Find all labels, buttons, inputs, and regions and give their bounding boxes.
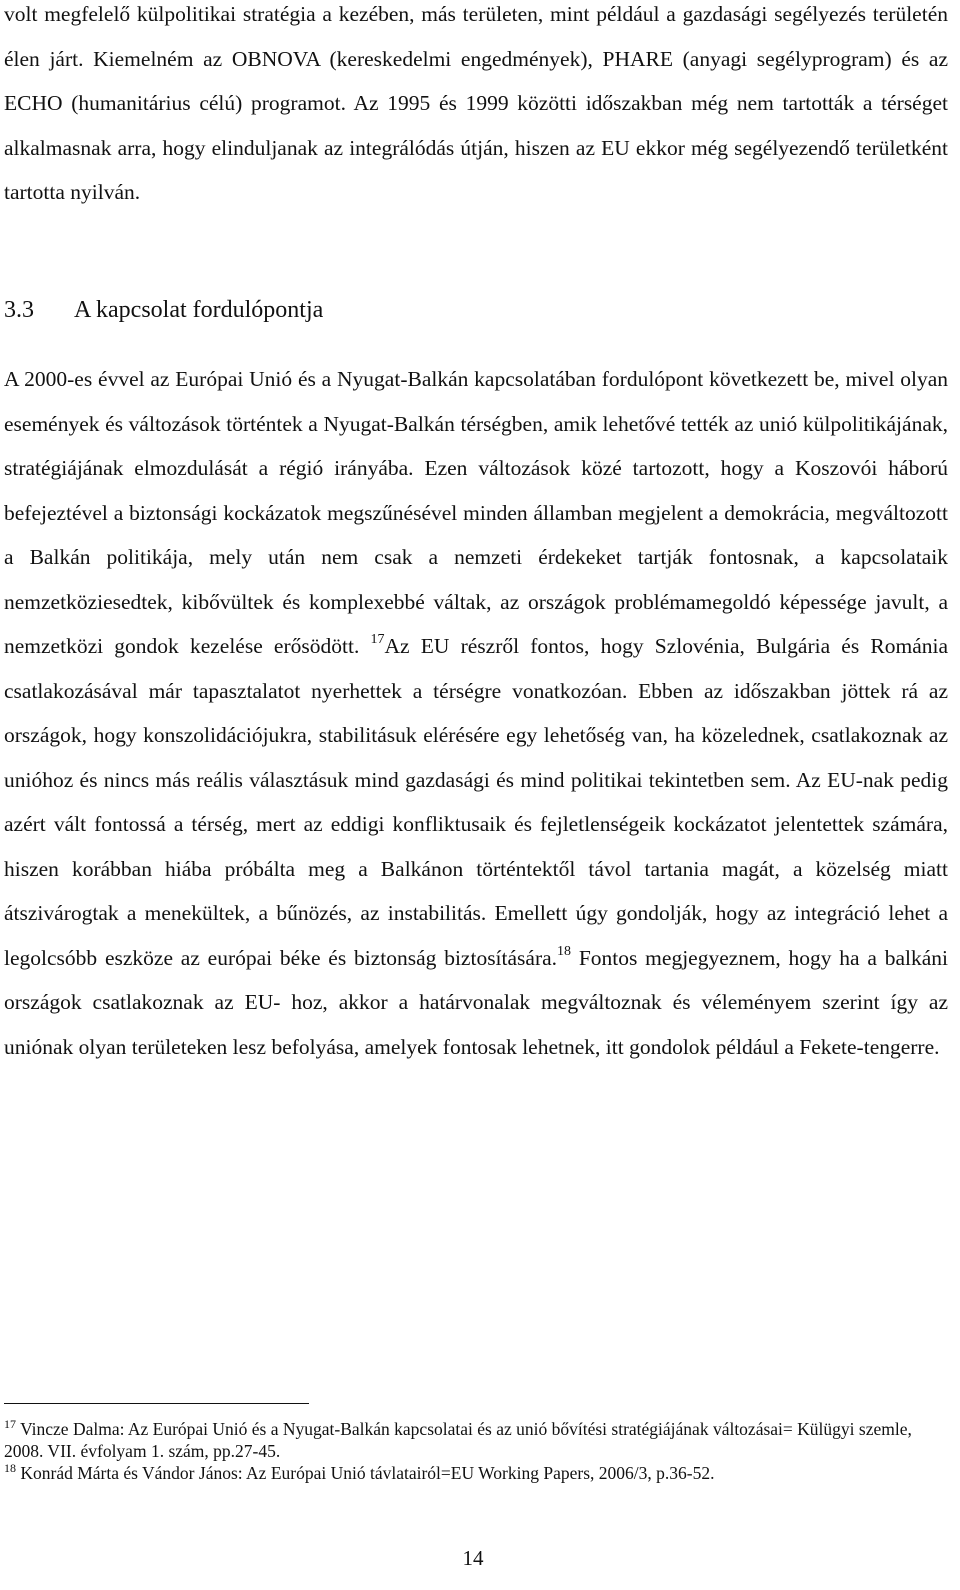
footnote-text: Konrád Márta és Vándor János: Az Európai Unió távlatairól=EU Working Papers, 2006/3, p.36-52. (20, 1463, 715, 1483)
footnote-mark: 17 (4, 1417, 16, 1431)
section-number: 3.3 (4, 297, 34, 323)
footnote-17 (4, 1418, 948, 1462)
section-heading (4, 290, 323, 330)
page-number: 14 (462, 1546, 484, 1570)
footnote-reference-18[interactable]: 18 (557, 943, 572, 959)
section-title: A kapcsolat fordulópontja (74, 297, 324, 323)
footnote-text: Vincze Dalma: Az Európai Unió és a Nyugat-Balkán kapcsolatai és az unió bővítési stratégiájának változásai= Külügyi szemle, 2008. VII. évfolyam 1. szám, pp.27-45. (4, 1419, 912, 1461)
footnote-separator (4, 1403, 309, 1404)
main-paragraph (4, 357, 948, 1069)
footnote-18 (4, 1462, 948, 1484)
footnotes (4, 1418, 948, 1484)
intro-paragraph: volt megfelelő külpolitikai stratégia a kezében, más területen, mint például a gazdasági segélyezés területén élen járt. Kiemelném az OBNOVA (kereskedelmi engedmények), PHARE (anyagi segélyprogram) és az ECHO (humanitárius célú) programot. Az 1995 és 1999 közötti időszakban még nem tartották a térséget alkalmasnak arra, hogy elinduljanak az integrálódás útján, hiszen az EU ekkor még segélyezendő területként tartotta nyilván. (4, 2, 948, 204)
main-paragraph-part-2: Az EU részről fontos, hogy Szlovénia, Bulgária és Románia csatlakozásával már tapasztalatot nyerhettek a térségre vonatkozóan. Ebben az időszakban jöttek rá az országok, hogy konszolidációjukra, stabilitásuk elérésére egy lehetőség van, ha közelednek, csatlakoznak az unióhoz és nincs más reális választásuk mind gazdasági és mind politikai tekintetben sem. Az EU-nak pedig azért vált fontossá a térség, mert az eddigi konfliktusaik és fejletlenségeik kockázatot jelentettek számára, hiszen korábban hiába próbálta meg a Balkánon történtektől távol tartania magát, a közelség miatt átszivárogtak a menekültek, a bűnözés, az instabilitás. Emellett úgy gondolják, hogy az integráció lehet a legolcsóbb eszköze az európai béke és biztonság biztosítására. (4, 634, 949, 970)
main-paragraph-part-1: A 2000-es évvel az Európai Unió és a Nyugat-Balkán kapcsolatában fordulópont következett be, mivel olyan események és változások történtek a Nyugat-Balkán térségben, amik lehetővé tették az unió külpolitikájának, stratégiájának elmozdulását a régió irányába. Ezen változások közé tartozott, hogy a Koszovói háború befejeztével a biztonsági kockázatok megszűnésével minden államban megjelent a demokrácia, megváltozott a Balkán politikája, mely után nem csak a nemzeti érdekeket tartják fontosnak, a kapcsolataik nemzetköziesedtek, kibővültek és komplexebbé váltak, az országok problémamegoldó képessége javult, a nemzetközi gondok kezelése erősödött. (4, 367, 948, 658)
main-paragraph-part-3: Fontos megjegyeznem, hogy ha a balkáni országok csatlakoznak az EU- hoz, akkor a határvonalak megváltoznak és véleményem szerint így az uniónak olyan területeken lesz befolyása, amelyek fontosak lehetnek, itt gondolok például a Fekete-tengerre. (4, 945, 948, 1059)
footnote-reference-17[interactable]: 17 (370, 632, 385, 647)
footnote-mark: 18 (4, 1461, 16, 1475)
